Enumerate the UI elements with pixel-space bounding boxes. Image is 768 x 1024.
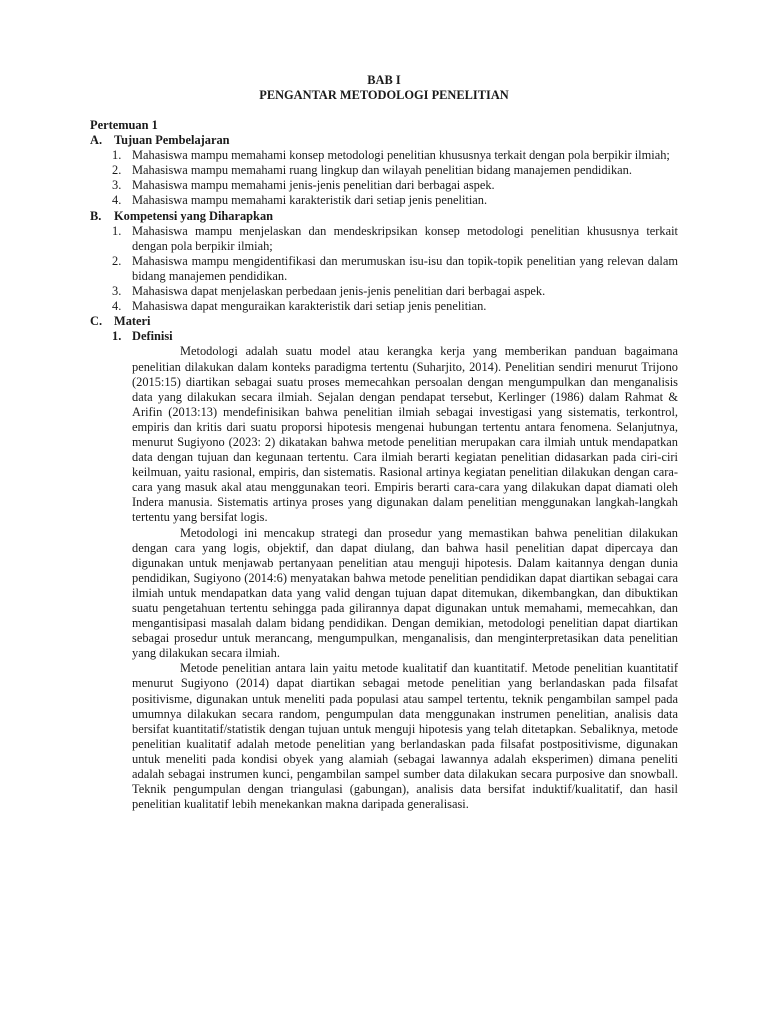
item-number: 3.: [112, 284, 122, 299]
item-text: Mahasiswa mampu menjelaskan dan mendeskripsikan konsep metodologi penelitian khususnya terkait dengan pola berpikir ilmiah;: [132, 223, 678, 253]
item-number: 2.: [112, 163, 122, 178]
list-item: [90, 224, 678, 254]
list-item: [90, 299, 678, 314]
section-marker: B.: [90, 208, 102, 223]
paragraph: Metodologi adalah suatu model atau kerangka kerja yang memberikan panduan bagaimana penelitian dilakukan dalam konteks paradigma tertentu (Suharjito, 2014). Penelitian sendiri menurut Trijono (2015:15) diartikan sebagai suatu proses memecahkan persoalan dengan mengumpulkan dan menganalisis data yang dilakukan secara ilmiah. Sejalan dengan pendapat tersebut, Kerlinger (1986) dalam Rahmat & Arifin (2013:13) mendefinisikan bahwa penelitian ilmiah sebagai investigasi yang sistematis, terkontrol, empiris dan kritis dari suatu proporsi hipotesis mengenai hubungan tertentu antara fenomena. Selanjutnya, menurut Sugiyono (2023: 2) dikatakan bahwa metode penelitian merupakan cara ilmiah untuk mendapatkan data dengan tujuan dan kegunaan tertentu. Cara ilmiah berarti kegiatan penelitian didasarkan pada ciri-ciri keilmuan, yaitu rasional, empiris, dan sistematis. Rasional artinya kegiatan penelitian dilakukan dengan cara-cara yang masuk akal atau menggunakan teori. Empiris berarti cara-cara yang dilakukan dapat diamati oleh Indera manusia. Sistematis artinya proses yang digunakan dalam penelitian menggunakan langkah-langkah tertentu yang bersifat logis.: [132, 344, 678, 525]
meeting-label: Pertemuan 1: [90, 118, 158, 132]
item-text: Mahasiswa mampu memahami karakteristik dari setiap jenis penelitian.: [132, 193, 488, 208]
item-text: Mahasiswa mampu memahami konsep metodologi penelitian khususnya terkait dengan pola berpikir ilmiah;: [132, 148, 670, 163]
list-item: [90, 178, 678, 193]
section-marker: A.: [90, 133, 103, 148]
item-number: 1.: [112, 148, 122, 163]
section-title: Kompetensi yang Diharapkan: [114, 208, 274, 223]
item-text: Mahasiswa mampu mengidentifikasi dan merumuskan isu-isu dan topik-topik penelitian yang relevan dalam bidang manajemen pendidikan.: [132, 253, 678, 283]
list-item: [90, 193, 678, 208]
item-number: 2.: [112, 253, 122, 268]
chapter-title: PENGANTAR METODOLOGI PENELITIAN: [259, 88, 509, 102]
document-body: [90, 118, 678, 812]
subsection-title: Definisi: [132, 329, 173, 344]
item-number: 4.: [112, 193, 122, 208]
list-item: [90, 284, 678, 299]
item-text: Mahasiswa mampu memahami jenis-jenis penelitian dari berbagai aspek.: [132, 178, 495, 193]
competencies-list: [90, 224, 678, 315]
subsection-number: 1.: [112, 329, 122, 344]
item-text: Mahasiswa mampu memahami ruang lingkup dan wilayah penelitian bidang manajemen pendidikan.: [132, 163, 632, 178]
item-text: Mahasiswa dapat menguraikan karakteristik dari setiap jenis penelitian.: [132, 299, 487, 314]
item-number: 3.: [112, 178, 122, 193]
section-title: Materi: [114, 314, 151, 329]
section-heading-a: [90, 133, 678, 148]
section-heading-c: [90, 314, 678, 329]
list-item: [90, 148, 678, 163]
section-title: Tujuan Pembelajaran: [114, 133, 230, 148]
chapter-label: BAB I: [367, 73, 401, 87]
section-heading-b: [90, 209, 678, 224]
list-item: [90, 254, 678, 284]
paragraph: Metodologi ini mencakup strategi dan prosedur yang memastikan bahwa penelitian dilakukan dengan cara yang logis, objektif, dan dapat diulang, dan bahwa hasil penelitian dapat dipercaya dan digunakan untuk menjawab pertanyaan penelitian atau menguji hipotesis. Dalam kaitannya dengan dunia pendidikan, Sugiyono (2014:6) menyatakan bahwa metode penelitian pendidikan dapat diartikan sebagai cara ilmiah untuk mendapatkan data yang valid dengan tujuan dapat ditemukan, dikembangkan, dan dibuktikan suatu pengetahuan tertentu sehingga pada gilirannya dapat digunakan untuk memahami, memecahkan, dan mengantisipasi masalah dalam bidang pendidikan. Dengan demikian, metodologi penelitian dapat diartikan sebagai prosedur untuk merancang, mengumpulkan, menganalisis, dan menginterpretasikan data penelitian yang dilakukan secara ilmiah.: [132, 525, 678, 661]
section-marker: C.: [90, 314, 103, 329]
item-text: Mahasiswa dapat menjelaskan perbedaan jenis-jenis penelitian dari berbagai aspek.: [132, 284, 546, 299]
item-number: 1.: [112, 223, 122, 238]
paragraph: Metode penelitian antara lain yaitu metode kualitatif dan kuantitatif. Metode penelitian kuantitatif menurut Sugiyono (2014) dapat diartikan sebagai metode penelitian yang berlandaskan pada filsafat positivisme, digunakan untuk meneliti pada populasi atau sampel tertentu, teknik pengambilan sampel pada umumnya dilakukan secara random, pengumpulan data menggunakan instrumen penelitian, analisis data bersifat kuantitatif/statistik dengan tujuan untuk menguji hipotesis yang telah ditetapkan. Sebaliknya, metode penelitian kualitatif adalah metode penelitian yang berlandaskan pada filsafat postpositivisme, digunakan untuk meneliti pada kondisi obyek yang alamiah (sebagai lawannya adalah eksperimen) dimana peneliti adalah sebagai instrumen kunci, pengambilan sampel sumber data dilakukan secara purposive dan snowball. Teknik pengumpulan dengan triangulasi (gabungan), analisis data bersifat induktif/kualitatif, dan hasil penelitian kualitatif lebih menekankan makna daripada generalisasi.: [132, 661, 678, 812]
learning-objectives-list: [90, 148, 678, 208]
item-number: 4.: [112, 299, 122, 314]
list-item: [90, 163, 678, 178]
subsection-heading: [90, 329, 678, 344]
